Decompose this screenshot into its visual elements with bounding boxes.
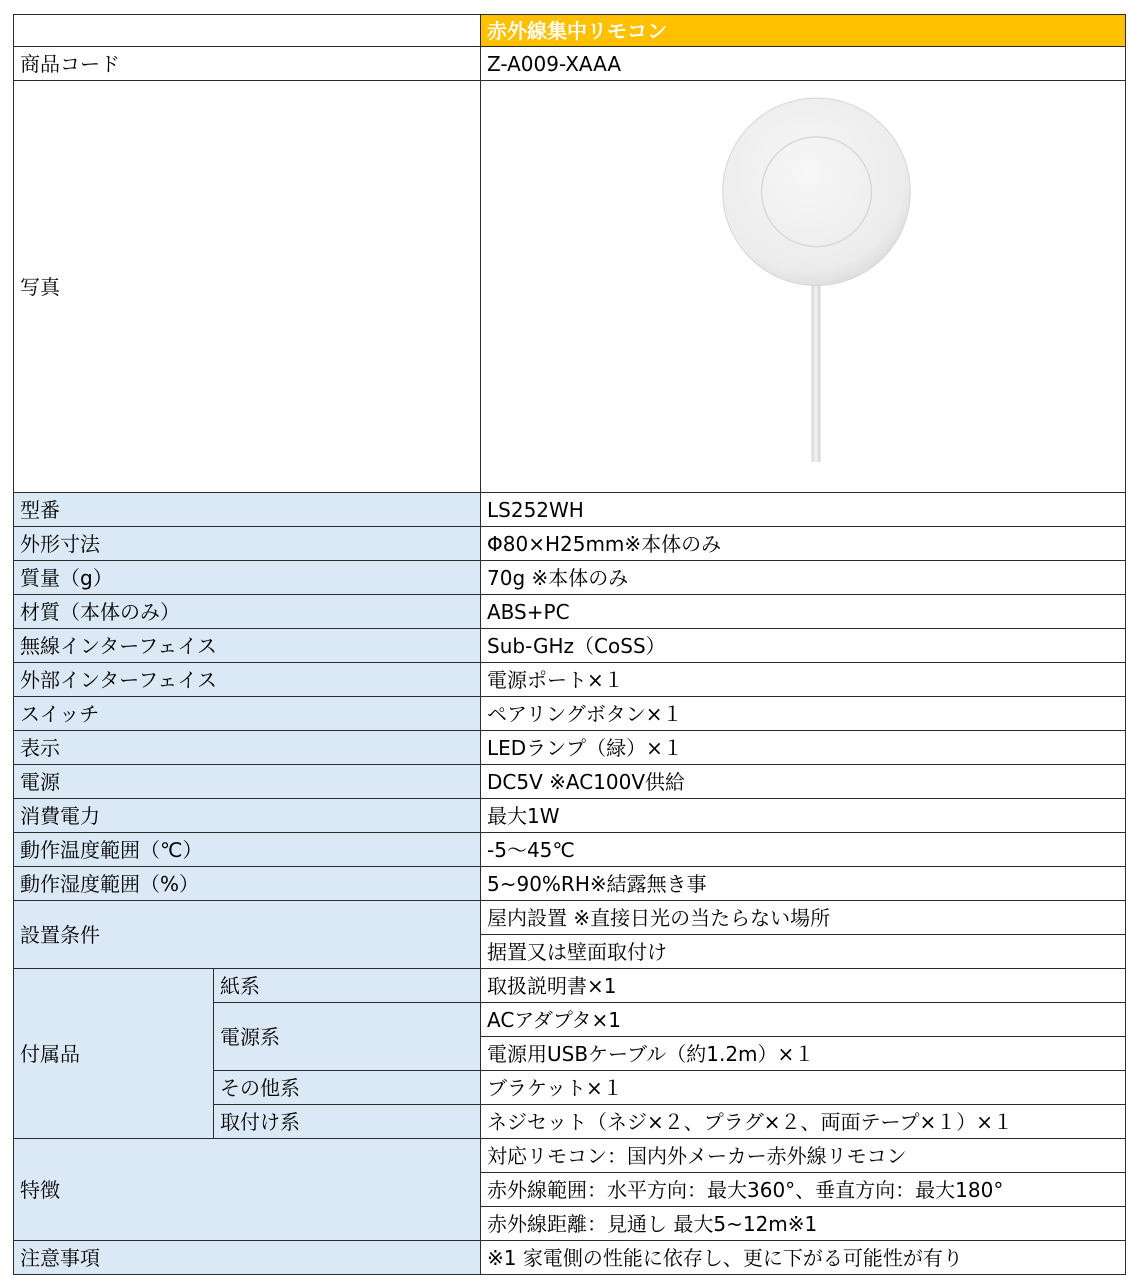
value-model: LS252WH xyxy=(481,493,1126,527)
value-display: LEDランプ（緑）×１ xyxy=(481,731,1126,765)
value-temp: -5～45℃ xyxy=(481,833,1126,867)
spec-table xyxy=(13,14,1126,1275)
row-install-1 xyxy=(14,901,1126,935)
label-dims: 外形寸法 xyxy=(14,527,481,561)
acc-group-paper: 紙系 xyxy=(214,969,481,1003)
row-material xyxy=(14,595,1126,629)
label-accessories: 付属品 xyxy=(14,969,214,1139)
product-photo xyxy=(481,81,1125,492)
product-title: 赤外線集中リモコン xyxy=(481,15,1126,47)
acc-item-manual: 取扱説明書×1 xyxy=(481,969,1126,1003)
acc-item-screw-set: ネジセット（ネジ×２、プラグ×２、両面テープ×１）×１ xyxy=(481,1105,1126,1139)
value-notes: ※1 家電側の性能に依存し、更に下がる可能性が有り xyxy=(481,1241,1126,1275)
value-mass: 70g ※本体のみ xyxy=(481,561,1126,595)
row-dims xyxy=(14,527,1126,561)
label-consumption: 消費電力 xyxy=(14,799,481,833)
row-model xyxy=(14,493,1126,527)
label-install: 設置条件 xyxy=(14,901,481,969)
acc-item-adapter: ACアダプタ×1 xyxy=(481,1003,1126,1037)
value-code: Z-A009-XAAA xyxy=(481,47,1126,81)
value-humidity: 5~90%RH※結露無き事 xyxy=(481,867,1126,901)
row-external xyxy=(14,663,1126,697)
label-model: 型番 xyxy=(14,493,481,527)
label-mass: 質量（g） xyxy=(14,561,481,595)
label-material: 材質（本体のみ） xyxy=(14,595,481,629)
label-external: 外部インターフェイス xyxy=(14,663,481,697)
label-features: 特徴 xyxy=(14,1139,481,1241)
row-consumption xyxy=(14,799,1126,833)
row-mass xyxy=(14,561,1126,595)
value-feature-3: 赤外線距離：見通し 最大5~12m※1 xyxy=(481,1207,1126,1241)
photo-cell xyxy=(481,81,1126,493)
header-blank-cell xyxy=(14,15,481,47)
label-humidity: 動作湿度範囲（%） xyxy=(14,867,481,901)
acc-item-bracket: ブラケット×１ xyxy=(481,1071,1126,1105)
row-acc-paper xyxy=(14,969,1126,1003)
value-switch: ペアリングボタン×１ xyxy=(481,697,1126,731)
row-temp xyxy=(14,833,1126,867)
value-material: ABS+PC xyxy=(481,595,1126,629)
acc-item-usb-cable: 電源用USBケーブル（約1.2m）×１ xyxy=(481,1037,1126,1071)
row-wireless xyxy=(14,629,1126,663)
value-install-2: 据置又は壁面取付け xyxy=(481,935,1126,969)
value-consumption: 最大1W xyxy=(481,799,1126,833)
row-switch xyxy=(14,697,1126,731)
acc-group-other: その他系 xyxy=(214,1071,481,1105)
header-row xyxy=(14,15,1126,47)
value-dims: Φ80×H25mm※本体のみ xyxy=(481,527,1126,561)
value-feature-1: 対応リモコン：国内外メーカー赤外線リモコン xyxy=(481,1139,1126,1173)
value-power: DC5V ※AC100V供給 xyxy=(481,765,1126,799)
row-humidity xyxy=(14,867,1126,901)
value-external: 電源ポート×１ xyxy=(481,663,1126,697)
value-wireless: Sub-GHz（CoSS） xyxy=(481,629,1126,663)
acc-group-mount: 取付け系 xyxy=(214,1105,481,1139)
row-photo xyxy=(14,81,1126,493)
value-feature-2: 赤外線範囲：水平方向：最大360°、垂直方向：最大180° xyxy=(481,1173,1126,1207)
device-disc xyxy=(723,98,911,286)
label-temp: 動作温度範囲（℃） xyxy=(14,833,481,867)
acc-group-power: 電源系 xyxy=(214,1003,481,1071)
row-display xyxy=(14,731,1126,765)
row-code xyxy=(14,47,1126,81)
label-switch: スイッチ xyxy=(14,697,481,731)
label-photo: 写真 xyxy=(14,81,481,493)
label-code: 商品コード xyxy=(14,47,481,81)
row-notes xyxy=(14,1241,1126,1275)
label-display: 表示 xyxy=(14,731,481,765)
label-power: 電源 xyxy=(14,765,481,799)
value-install-1: 屋内設置 ※直接日光の当たらない場所 xyxy=(481,901,1126,935)
label-wireless: 無線インターフェイス xyxy=(14,629,481,663)
label-notes: 注意事項 xyxy=(14,1241,481,1275)
row-power xyxy=(14,765,1126,799)
row-feature-1 xyxy=(14,1139,1126,1173)
